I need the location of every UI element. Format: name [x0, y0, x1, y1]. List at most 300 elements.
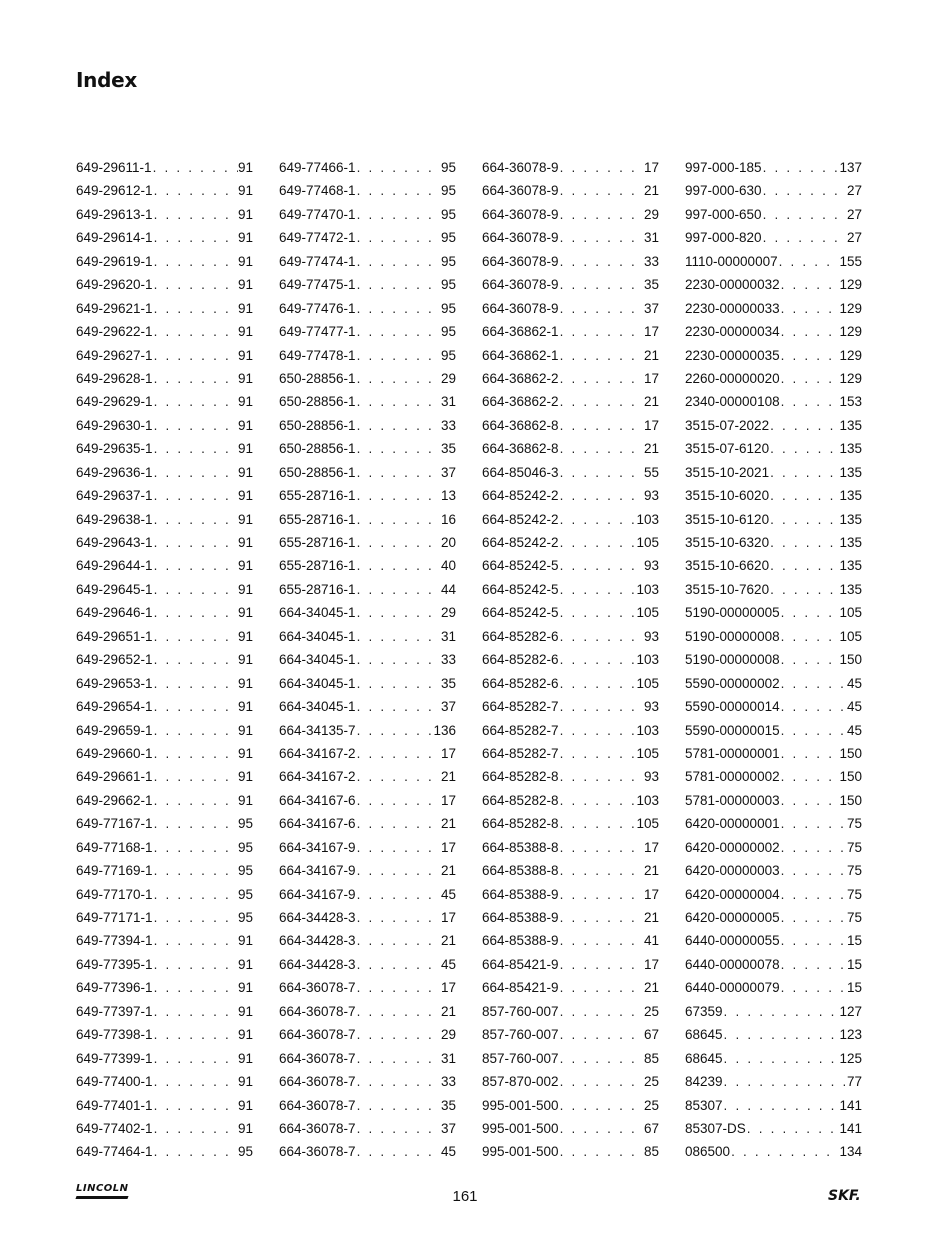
part-number: 995-001-500	[482, 1144, 559, 1160]
index-entry	[76, 816, 253, 839]
dot-leader	[153, 863, 238, 878]
part-number: 3515-10-7620	[685, 581, 770, 597]
page-reference: 91	[237, 558, 253, 574]
page-reference: 93	[643, 558, 659, 574]
page-reference: 91	[237, 1003, 253, 1019]
dot-leader	[780, 769, 840, 784]
dot-leader	[152, 160, 238, 175]
part-number: 664-36862-8	[482, 441, 559, 457]
index-entry	[482, 769, 659, 792]
page-reference: 21	[643, 183, 659, 199]
index-column-3	[482, 160, 659, 1168]
part-number: 68645	[685, 1050, 723, 1066]
page-reference: 13	[440, 488, 456, 504]
page-reference: 105	[636, 675, 659, 691]
page-reference: 17	[643, 370, 659, 386]
part-number: 6440-00000079	[685, 980, 780, 996]
dot-leader	[559, 230, 644, 245]
part-number: 649-29644-1	[76, 558, 153, 574]
part-number: 649-77478-1	[279, 347, 356, 363]
index-entry	[279, 512, 456, 535]
index-entry	[482, 887, 659, 910]
index-entry	[482, 980, 659, 1003]
page-reference: 129	[839, 300, 862, 316]
page-reference: 150	[839, 769, 862, 785]
dot-leader	[153, 441, 238, 456]
part-number: 3515-10-2021	[685, 464, 770, 480]
part-number: 5781-00000001	[685, 745, 780, 761]
index-entry	[482, 652, 659, 675]
page-reference: 67	[643, 1120, 659, 1136]
page-reference: 21	[643, 394, 659, 410]
part-number: 664-34167-2	[279, 769, 356, 785]
page-reference: 91	[237, 652, 253, 668]
dot-leader	[356, 348, 441, 363]
part-number: 649-29627-1	[76, 347, 153, 363]
page-reference: 95	[237, 1144, 253, 1160]
part-number: 650-28856-1	[279, 394, 356, 410]
dot-leader	[559, 465, 644, 480]
dot-leader	[559, 1051, 644, 1066]
dot-leader	[153, 980, 238, 995]
page-reference: 25	[643, 1003, 659, 1019]
index-entry	[482, 1027, 659, 1050]
part-number: 664-34045-1	[279, 699, 356, 715]
index-entry	[685, 535, 862, 558]
dot-leader	[559, 629, 644, 644]
page-reference: 21	[440, 863, 456, 879]
part-number: 664-34045-1	[279, 605, 356, 621]
index-entry	[76, 207, 253, 230]
dot-leader	[356, 230, 441, 245]
part-number: 664-85282-8	[482, 769, 559, 785]
part-number: 6420-00000004	[685, 886, 780, 902]
index-entry	[279, 207, 456, 230]
part-number: 664-34428-3	[279, 910, 356, 925]
part-number: 664-85282-7	[482, 722, 559, 738]
page-reference: 134	[839, 1144, 862, 1160]
page-reference: 17	[643, 956, 659, 972]
index-entry	[482, 394, 659, 417]
dot-leader	[356, 558, 441, 573]
index-entry	[76, 980, 253, 1003]
part-number: 649-29621-1	[76, 300, 153, 316]
dot-leader	[153, 1051, 238, 1066]
page-reference: 35	[440, 1097, 456, 1113]
page-reference: 135	[839, 488, 862, 504]
page-reference: 91	[237, 253, 253, 269]
page-reference: 31	[440, 628, 456, 644]
dot-leader	[769, 582, 839, 597]
part-number: 2230-00000034	[685, 324, 780, 340]
page-reference: 35	[440, 675, 456, 691]
part-number: 85307-DS	[685, 1120, 746, 1136]
dot-leader	[780, 629, 840, 644]
dot-leader	[356, 980, 441, 995]
index-entry	[279, 277, 456, 300]
index-entry	[279, 558, 456, 581]
dot-leader	[356, 535, 441, 550]
part-number: 664-36078-9	[482, 160, 559, 175]
dot-leader	[153, 676, 238, 691]
dot-leader	[356, 277, 441, 292]
index-entry	[482, 324, 659, 347]
index-entry	[482, 1004, 659, 1027]
part-number: 649-29629-1	[76, 394, 153, 410]
page-reference: 91	[237, 769, 253, 785]
page-reference: 91	[237, 1097, 253, 1113]
dot-leader	[559, 1027, 644, 1042]
index-entry	[76, 394, 253, 417]
dot-leader	[723, 1051, 840, 1066]
index-entry	[279, 582, 456, 605]
dot-leader	[153, 723, 238, 738]
index-entry	[76, 1004, 253, 1027]
page-reference: 91	[237, 1120, 253, 1136]
index-entry	[482, 277, 659, 300]
page-reference: 17	[440, 910, 456, 925]
index-entry	[482, 371, 659, 394]
dot-leader	[153, 840, 238, 855]
page-reference: 17	[643, 324, 659, 340]
dot-leader	[559, 348, 644, 363]
part-number: 3515-10-6620	[685, 558, 770, 574]
dot-leader	[559, 980, 644, 995]
index-entry	[76, 887, 253, 910]
part-number: 664-36078-7	[279, 1144, 356, 1160]
dot-leader	[559, 301, 644, 316]
page-reference: 21	[643, 980, 659, 996]
part-number: 5590-00000014	[685, 699, 780, 715]
index-entry	[279, 1027, 456, 1050]
part-number: 649-77464-1	[76, 1144, 153, 1160]
dot-leader	[762, 160, 840, 175]
dot-leader	[356, 933, 441, 948]
part-number: 664-85282-8	[482, 816, 559, 832]
part-number: 664-85282-8	[482, 792, 559, 808]
page-reference: 135	[839, 581, 862, 597]
index-entry	[685, 230, 862, 253]
index-entry	[685, 605, 862, 628]
index-entry	[76, 1074, 253, 1097]
part-number: 649-77168-1	[76, 839, 153, 855]
dot-leader	[356, 582, 441, 597]
part-number: 664-36078-7	[279, 1074, 356, 1090]
part-number: 664-85388-9	[482, 910, 559, 925]
dot-leader	[769, 418, 839, 433]
index-column-1	[76, 160, 253, 1168]
dot-leader	[356, 488, 441, 503]
part-number: 664-34167-9	[279, 886, 356, 902]
dot-leader	[356, 324, 441, 339]
page-number: 161	[452, 1188, 478, 1205]
page-reference: 103	[636, 792, 659, 808]
dot-leader	[780, 699, 847, 714]
page-reference: 45	[846, 675, 862, 691]
part-number: 85307	[685, 1097, 723, 1113]
index-entry	[482, 699, 659, 722]
page-reference: 91	[237, 206, 253, 222]
page-reference: 25	[643, 1074, 659, 1090]
page-reference: 95	[440, 277, 456, 293]
part-number: 664-85421-9	[482, 956, 559, 972]
part-number: 649-77394-1	[76, 933, 153, 949]
page-reference: 29	[440, 1027, 456, 1043]
index-entry	[279, 371, 456, 394]
page-reference: 75	[846, 863, 862, 879]
page-reference: 29	[440, 370, 456, 386]
index-entry	[76, 277, 253, 300]
dot-leader	[356, 910, 441, 925]
page-reference: 91	[237, 1050, 253, 1066]
index-entry	[279, 769, 456, 792]
dot-leader	[780, 676, 847, 691]
part-number: 649-29635-1	[76, 441, 153, 457]
index-entry	[279, 441, 456, 464]
part-number: 664-36078-9	[482, 183, 559, 199]
dot-leader	[153, 605, 238, 620]
index-entry	[279, 1004, 456, 1027]
dot-leader	[356, 605, 441, 620]
index-entry	[685, 207, 862, 230]
page-reference: 95	[237, 910, 253, 925]
page-reference: 95	[440, 300, 456, 316]
part-number: 68645	[685, 1027, 723, 1043]
page-reference: 37	[643, 300, 659, 316]
dot-leader	[559, 863, 644, 878]
index-entry	[685, 465, 862, 488]
dot-leader	[153, 418, 238, 433]
dot-leader	[356, 1121, 441, 1136]
index-entry	[76, 558, 253, 581]
part-number: 649-77170-1	[76, 886, 153, 902]
part-number: 649-29643-1	[76, 535, 153, 550]
page-reference: 93	[643, 488, 659, 504]
part-number: 664-34045-1	[279, 652, 356, 668]
page-reference: 91	[237, 324, 253, 340]
part-number: 6440-00000055	[685, 933, 780, 949]
page-reference: 17	[643, 417, 659, 433]
page-reference: 75	[846, 886, 862, 902]
part-number: 5590-00000002	[685, 675, 780, 691]
part-number: 664-36862-2	[482, 370, 559, 386]
index-entry	[279, 348, 456, 371]
index-entry	[482, 605, 659, 628]
dot-leader	[559, 699, 644, 714]
dot-leader	[356, 840, 441, 855]
page-reference: 40	[440, 558, 456, 574]
part-number: 857-760-007	[482, 1003, 559, 1019]
dot-leader	[153, 183, 238, 198]
index-entry	[482, 793, 659, 816]
page-reference: 91	[237, 581, 253, 597]
dot-leader	[153, 1144, 238, 1159]
page-reference: 21	[440, 933, 456, 949]
dot-leader	[153, 1004, 238, 1019]
page-reference: 135	[839, 511, 862, 527]
page-reference: 33	[440, 652, 456, 668]
page-reference: 45	[846, 722, 862, 738]
dot-leader	[356, 254, 441, 269]
index-entry	[279, 676, 456, 699]
dot-leader	[559, 582, 637, 597]
index-entry	[685, 488, 862, 511]
part-number: 6420-00000003	[685, 863, 780, 879]
page-reference: 15	[846, 956, 862, 972]
index-entry	[279, 301, 456, 324]
dot-leader	[730, 1144, 839, 1159]
page-reference: 125	[839, 1050, 862, 1066]
index-entry	[482, 676, 659, 699]
index-entry	[279, 1051, 456, 1074]
index-entry	[76, 1121, 253, 1144]
index-entry	[76, 535, 253, 558]
dot-leader	[356, 887, 441, 902]
index-entry	[482, 254, 659, 277]
part-number: 3515-10-6120	[685, 511, 770, 527]
part-number: 649-29638-1	[76, 511, 153, 527]
index-entry	[685, 441, 862, 464]
part-number: 664-36078-7	[279, 980, 356, 996]
part-number: 1110-00000007	[685, 253, 778, 269]
part-number: 649-77395-1	[76, 956, 153, 972]
dot-leader	[153, 254, 238, 269]
part-number: 995-001-500	[482, 1097, 559, 1113]
dot-leader	[780, 394, 840, 409]
index-entry	[279, 160, 456, 183]
page-reference: 93	[643, 699, 659, 715]
index-entry	[76, 769, 253, 792]
dot-leader	[780, 887, 847, 902]
index-entry	[685, 816, 862, 839]
page-reference: 91	[237, 745, 253, 761]
part-number: 664-85242-2	[482, 535, 559, 550]
dot-leader	[153, 488, 238, 503]
index-entry	[76, 512, 253, 535]
dot-leader	[780, 793, 840, 808]
dot-leader	[780, 348, 840, 363]
index-entry	[76, 652, 253, 675]
dot-leader	[769, 535, 839, 550]
part-number: 5590-00000015	[685, 722, 780, 738]
part-number: 649-29620-1	[76, 277, 153, 293]
part-number: 650-28856-1	[279, 370, 356, 386]
dot-leader	[153, 910, 238, 925]
part-number: 650-28856-1	[279, 441, 356, 457]
part-number: 649-29611-1	[76, 160, 152, 175]
index-entry	[76, 230, 253, 253]
dot-leader	[153, 230, 238, 245]
part-number: 664-85282-6	[482, 675, 559, 691]
index-entry	[685, 1051, 862, 1074]
dot-leader	[356, 1004, 441, 1019]
dot-leader	[780, 840, 847, 855]
dot-leader	[559, 441, 644, 456]
index-entry	[279, 699, 456, 722]
index-entry	[482, 840, 659, 863]
dot-leader	[559, 816, 637, 831]
part-number: 664-36078-9	[482, 300, 559, 316]
dot-leader	[356, 699, 441, 714]
page-reference: 45	[440, 956, 456, 972]
part-number: 997-000-820	[685, 230, 762, 246]
part-number: 664-34167-2	[279, 745, 356, 761]
page-reference: 75	[846, 839, 862, 855]
part-number: 857-760-007	[482, 1027, 559, 1043]
page-reference: 129	[839, 277, 862, 293]
index-entry	[76, 324, 253, 347]
index-entry	[76, 348, 253, 371]
page-reference: 91	[237, 699, 253, 715]
index-entry	[685, 183, 862, 206]
index-entry	[76, 746, 253, 769]
dot-leader	[559, 371, 644, 386]
part-number: 664-36862-1	[482, 347, 559, 363]
dot-leader	[153, 933, 238, 948]
index-entry	[76, 699, 253, 722]
index-entry	[279, 324, 456, 347]
page-reference: 91	[237, 300, 253, 316]
dot-leader	[559, 207, 644, 222]
page-reference: 150	[839, 792, 862, 808]
page-reference: 55	[643, 464, 659, 480]
dot-leader	[559, 160, 644, 175]
index-entry	[76, 465, 253, 488]
dot-leader	[780, 816, 847, 831]
index-entry	[279, 230, 456, 253]
dot-leader	[559, 887, 644, 902]
page-reference: 103	[636, 581, 659, 597]
part-number: 649-77171-1	[76, 910, 153, 925]
dot-leader	[356, 465, 441, 480]
page-reference: 31	[643, 230, 659, 246]
page-reference: 15	[846, 980, 862, 996]
dot-leader	[153, 629, 238, 644]
dot-leader	[559, 746, 637, 761]
page-reference: 135	[839, 558, 862, 574]
index-entry	[482, 558, 659, 581]
part-number: 5190-00000008	[685, 628, 780, 644]
page-reference: 25	[643, 1097, 659, 1113]
page-reference: 135	[839, 441, 862, 457]
dot-leader	[780, 652, 840, 667]
dot-leader	[769, 512, 839, 527]
dot-leader	[356, 676, 441, 691]
dot-leader	[356, 1051, 441, 1066]
dot-leader	[780, 980, 847, 995]
part-number: 857-760-007	[482, 1050, 559, 1066]
dot-leader	[559, 1074, 644, 1089]
dot-leader	[559, 277, 644, 292]
part-number: 664-85242-5	[482, 605, 559, 621]
index-entry	[482, 441, 659, 464]
dot-leader	[559, 1144, 644, 1159]
page-reference: 103	[636, 722, 659, 738]
index-entry	[76, 441, 253, 464]
part-number: 3515-10-6320	[685, 535, 770, 550]
index-entry	[685, 887, 862, 910]
part-number: 857-870-002	[482, 1074, 559, 1090]
dot-leader	[780, 301, 840, 316]
page-reference: 127	[839, 1003, 862, 1019]
index-entry	[482, 1144, 659, 1167]
dot-leader	[780, 746, 840, 761]
part-number: 655-28716-1	[279, 558, 356, 574]
index-entry	[685, 1074, 862, 1097]
dot-leader	[153, 699, 238, 714]
index-entry	[279, 933, 456, 956]
part-number: 655-28716-1	[279, 535, 356, 550]
